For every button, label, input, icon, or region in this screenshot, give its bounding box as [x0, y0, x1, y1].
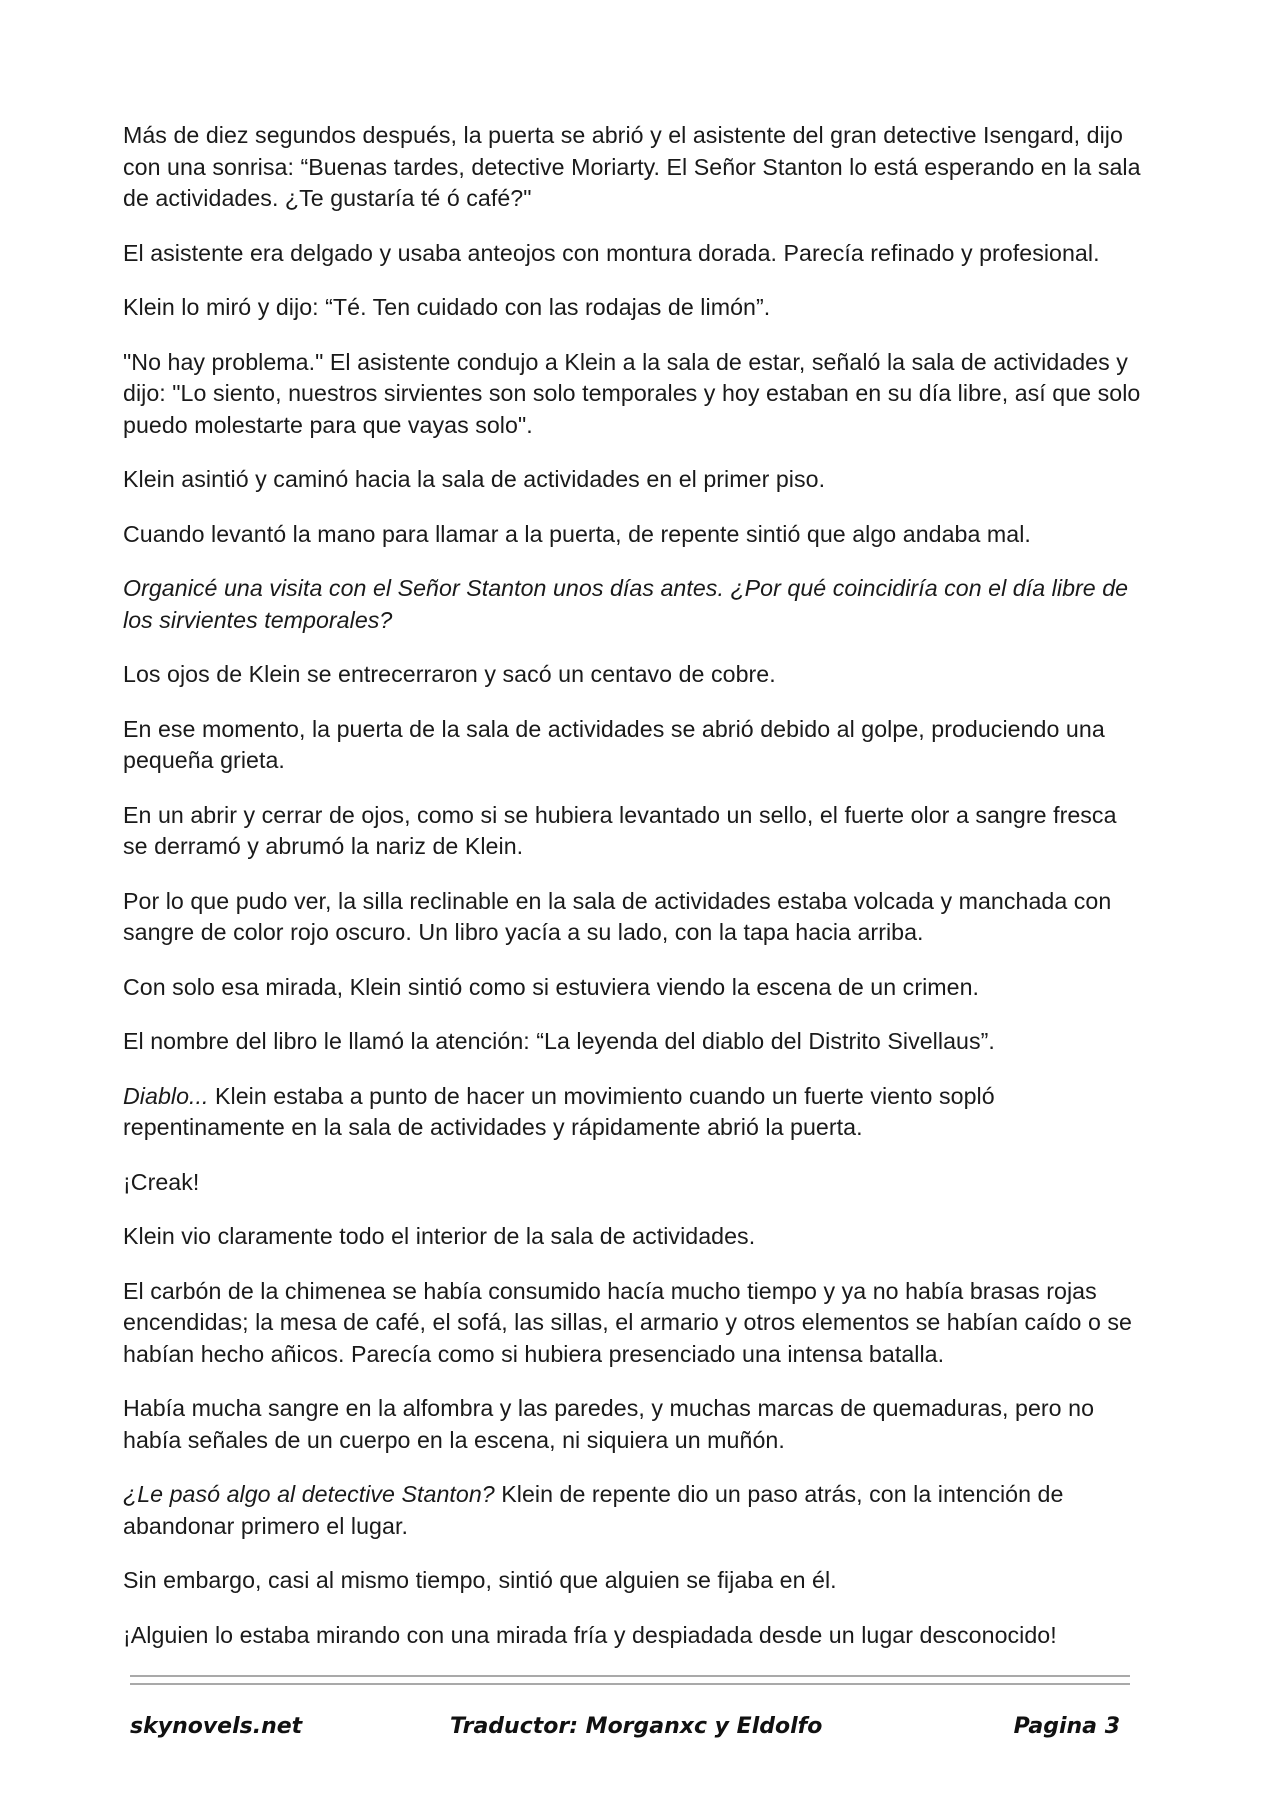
- paragraph-text: Cuando levantó la mano para llamar a la puerta, de repente sintió que algo andaba mal.: [123, 520, 1031, 547]
- footer-divider-top: [130, 1675, 1130, 1677]
- footer-page-number: Pagina 3: [1013, 1714, 1120, 1739]
- paragraph: [123, 659, 1143, 691]
- paragraph: [123, 1393, 1143, 1456]
- paragraph-text: El asistente era delgado y usaba anteojos con montura dorada. Parecía refinado y profesional.: [123, 239, 1100, 266]
- paragraph-text: En un abrir y cerrar de ojos, como si se hubiera levantado un sello, el fuerte olor a sangre fresca se derramó y abrumó la nariz de Klein.: [123, 801, 1117, 859]
- paragraph-text: ¡Creak!: [123, 1168, 200, 1195]
- paragraph: [123, 573, 1143, 636]
- paragraph-text: Más de diez segundos después, la puerta se abrió y el asistente del gran detective Isengard, dijo con una sonrisa: “Buenas tardes, detective Moriarty. El Señor Stanton lo está esperando en la sala de actividades. ¿Te gustaría té ó café?": [123, 122, 1141, 211]
- paragraph-text: En ese momento, la puerta de la sala de actividades se abrió debido al golpe, produciendo una pequeña grieta.: [123, 715, 1105, 773]
- paragraph: [123, 714, 1143, 777]
- paragraph-text: Klein asintió y caminó hacia la sala de actividades en el primer piso.: [123, 466, 826, 492]
- paragraph: [123, 1167, 1143, 1199]
- paragraph-text: Había mucha sangre en la alfombra y las paredes, y muchas marcas de quemaduras, pero no había señales de un cuerpo en la escena, ni siquiera un muñón.: [123, 1395, 1095, 1453]
- paragraph: [123, 1620, 1143, 1652]
- page-footer: [0, 1714, 1280, 1754]
- paragraph: [123, 292, 1143, 324]
- paragraph: [123, 1565, 1143, 1597]
- paragraph: [123, 1026, 1143, 1058]
- paragraph: [123, 1221, 1143, 1253]
- document-body: [123, 120, 1143, 1674]
- paragraph: [123, 972, 1143, 1004]
- footer-translator-credit: Traductor: Morganxc y Eldolfo: [450, 1714, 823, 1739]
- paragraph-text: Klein vio claramente todo el interior de la sala de actividades.: [123, 1223, 756, 1249]
- paragraph-text: El nombre del libro le llamó la atención: “La leyenda del diablo del Distrito Sivellaus”.: [123, 1028, 995, 1054]
- paragraph: [123, 238, 1143, 270]
- paragraph-text: Klein estaba a punto de hacer un movimiento cuando un fuerte viento sopló repentinamente en la sala de actividades y rápidamente abrió la puerta.: [123, 1082, 995, 1140]
- paragraph-text: Sin embargo, casi al mismo tiempo, sintió que alguien se fijaba en él.: [123, 1567, 837, 1593]
- paragraph-text: Klein lo miró y dijo: “Té. Ten cuidado con las rodajas de limón”.: [123, 294, 771, 320]
- paragraph-text: Klein de repente dio un paso atrás, con la intención de abandonar primero el lugar.: [123, 1481, 1064, 1539]
- paragraph: [123, 519, 1143, 551]
- paragraph-italic-text: Diablo...: [123, 1082, 209, 1109]
- paragraph-text: ¡Alguien lo estaba mirando con una mirada fría y despiadada desde un lugar desconocido!: [123, 1621, 1057, 1648]
- paragraph: [123, 1479, 1143, 1542]
- paragraph-text: "No hay problema." El asistente condujo a Klein a la sala de estar, señaló la sala de actividades y dijo: "Lo siento, nuestros sirvientes son solo temporales y hoy estaban en su día libre, así que solo puedo molestarte para que vayas solo".: [123, 348, 1141, 438]
- paragraph: [123, 886, 1143, 949]
- paragraph-text: Con solo esa mirada, Klein sintió como si estuviera viendo la escena de un crimen.: [123, 973, 980, 1000]
- paragraph: [123, 800, 1143, 863]
- paragraph: [123, 464, 1143, 496]
- paragraph: [123, 120, 1143, 215]
- paragraph-text: El carbón de la chimenea se había consumido hacía mucho tiempo y ya no había brasas rojas encendidas; la mesa de café, el sofá, las sillas, el armario y otros elementos se habían caído o se habían hecho añicos. Parecía como si hubiera presenciado una intensa batalla.: [123, 1277, 1132, 1367]
- footer-divider-bottom: [130, 1683, 1130, 1685]
- paragraph-text: Los ojos de Klein se entrecerraron y sacó un centavo de cobre.: [123, 661, 776, 687]
- paragraph-italic-text: ¿Le pasó algo al detective Stanton?: [123, 1481, 495, 1507]
- paragraph: [123, 1081, 1143, 1144]
- paragraph: [123, 347, 1143, 442]
- paragraph: [123, 1276, 1143, 1371]
- paragraph-italic-text: Organicé una visita con el Señor Stanton unos días antes. ¿Por qué coincidiría con el día libre de los sirvientes temporales?: [123, 575, 1129, 633]
- footer-site-name: skynovels.net: [130, 1714, 303, 1739]
- paragraph-text: Por lo que pudo ver, la silla reclinable en la sala de actividades estaba volcada y manchada con sangre de color rojo oscuro. Un libro yacía a su lado, con la tapa hacia arriba.: [123, 887, 1112, 945]
